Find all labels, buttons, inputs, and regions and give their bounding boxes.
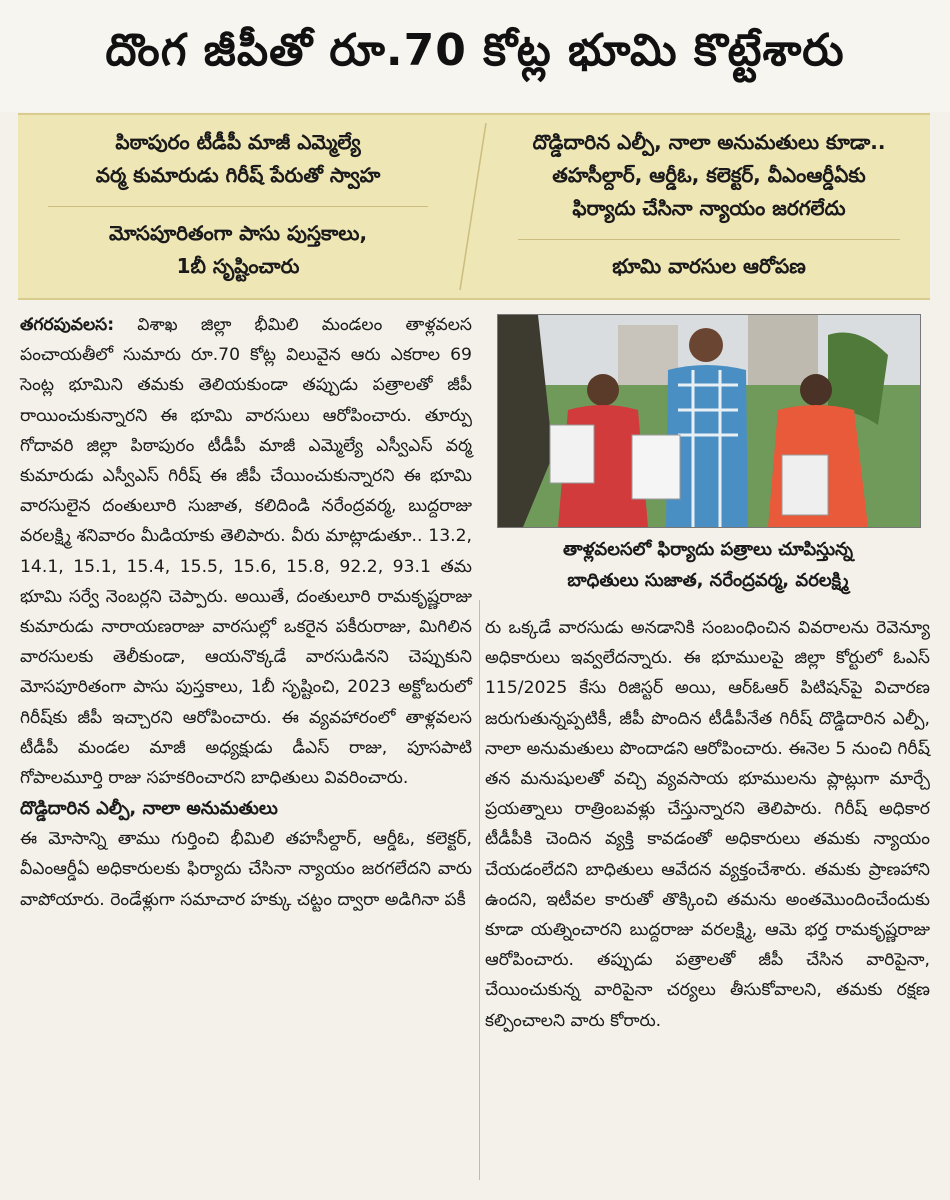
subheads-left [18,115,458,298]
subhead-line: దొడ్డిదారిన ఎల్పీ, నాలా అనుమతులు కూడా.. [532,130,886,154]
subhead-divider [48,206,428,207]
news-photo [497,314,921,528]
subhead-line: మోసపూరితంగా పాసు పుస్తకాలు, [108,221,368,245]
subhead-line: తహసీల్దార్, ఆర్డీఓ, కలెక్టర్, వీఎంఆర్డీఏకు [552,163,866,187]
article-text: విశాఖ జిల్లా భీమిలి మండలం తాళ్లవలస పంచాయతీలో సుమారు రూ.70 కోట్ల విలువైన ఆరు ఎకరాల 69 సెంట్ల భూమిని తమకు తెలియకుండా తప్పుడు పత్రాలతో జీపీ రాయించుకున్నారని ఈ భూమి వారసులు ఆరోపించారు. తూర్పు గోదావరి జిల్లా పిఠాపురం టీడీపీ మాజీ ఎమ్మెల్యే ఎస్వీఎస్ వర్మ కుమారుడు ఎస్వీఎస్ గిరీష్ ఈ జీపీ చేయించుకున్నారని ఈ భూమి వారసులైన దంతులూరి సుజాత, కలిదిండి నరేంద్రవర్మ, బుద్దరాజు వరలక్ష్మి శనివారం మీడియాకు తెలిపారు. వీరు మాట్లాడుతూ.. 13.2, 14.1, 15.1, 15.4, 15.5, 15.6, 15.8, 92.2, 93.1 తమ భూమి సర్వే నెంబర్లని చెప్పారు. అయితే, దంతులూరి రామకృష్ణరాజు కుమారుడు నారాయణరాజు వారసుల్లో ఒకరైన పకీరురాజు, మిగిలిన వారసులకు తెలీకుండా, ఆయనొక్కడే వారసుడినని చెప్పుకుని మోసపూరితంగా పాసు పుస్తకాలు, 1బీ సృష్టించి, 2023 అక్టోబరులో గిరీష్‌కు జీపీ ఇచ్చారని ఆరోపించారు. ఈ వ్యవహారంలో తాళ్లవలస టీడీపీ మండల మాజీ అధ్యక్షుడు డీఎస్ రాజు, పూసపాటి గోపాలమూర్తి రాజు సహకరించారని బాధితులు వివరించారు. [20,315,472,789]
article-paragraph: ఈ మోసాన్ని తాము గుర్తించి భీమిలి తహసీల్దార్, ఆర్డీఓ, కలెక్టర్, వీఎంఆర్డీఏ అధికారులకు ఫిర్యాదు చేసినా న్యాయం జరగలేదని వారు వాపోయారు. రెండేళ్లుగా సమాచార హక్కు చట్టం ద్వారా అడిగినా పకీ [20,829,472,910]
subhead-block [488,130,930,225]
column-rule [479,600,480,1180]
subhead-block [18,221,458,283]
article-column-right [485,613,930,1036]
victims-photo-illustration [498,315,920,527]
headline: దొంగ జీపీతో రూ.70 కోట్ల భూమి కొట్టేశారు [0,0,950,112]
dateline: తగరపువలస: [20,315,115,335]
article-paragraph: రు ఒక్కడే వారసుడు అనడానికి సంబంధించిన వివరాలను రెవెన్యూ అధికారులు ఇవ్వలేదన్నారు. ఈ భూములపై జిల్లా కోర్టులో ఓఎస్ 115/2025 కేసు రిజిస్టర్ అయి, ఆర్ఓఆర్ పిటిషన్‌పై విచారణ జరుగుతున్నప్పటికీ, జీపీ పొందిన టీడీపీనేత గిరీష్ దొడ్డిదారిన ఎల్పీ, నాలా అనుమతులు పొందాడని ఆరోపించారు. ఈనెల 5 నుంచి గిరీష్ తన మనుషులతో వచ్చి వ్యవసాయ భూములను ప్లాట్లుగా మార్చే ప్రయత్నాలు రాత్రింబవళ్లు చేస్తున్నారని తెలిపారు. గిరీష్ అధికార టీడీపీకి చెందిన వ్యక్తి కావడంతో అధికారులు తమకు న్యాయం చేయడంలేదని బాధితులు ఆవేదన వ్యక్తంచేశారు. తమకు ప్రాణహాని ఉందని, ఇటీవల కారుతో తొక్కించి తమను అంతమొందించేందుకు కూడా యత్నించారని బుద్దరాజు వరలక్ష్మి, ఆమె భర్త రామకృష్ణరాజు ఆరోపించారు. తప్పుడు పత్రాలతో జీపీ చేసిన వారిపైనా, చేయించుకున్న వారిపైనా చర్యలు తీసుకోవాలని, తమకు రక్షణ కల్పించాలని వారు కోరారు. [485,618,930,1031]
article-paragraph [20,310,472,793]
subhead-line: వర్మ కుమారుడు గిరీష్ పేరుతో స్వాహ [95,163,381,187]
article-subhead: దొడ్డిదారిన ఎల్పీ, నాలా అనుమతులు [20,798,278,820]
diagonal-divider [458,123,488,290]
caption-line: బాధితులు సుజాత, నరేంద్రవర్మ, వరలక్ష్మి [567,570,849,591]
subheadline-panel [18,113,930,300]
subhead-line: 1బీ సృష్టించారు [176,254,300,278]
article-column-left [20,310,472,915]
subhead-line: భూమి వారసుల ఆరోపణ [612,254,806,278]
caption-line: తాళ్లవలసలో ఫిర్యాదు పత్రాలు చూపిస్తున్న [562,539,854,560]
subhead-block [18,130,458,192]
subhead-block [488,254,930,283]
subhead-divider [518,239,900,240]
subhead-line: పిఠాపురం టీడీపీ మాజీ ఎమ్మెల్యే [115,130,361,154]
subhead-line: ఫిర్యాదు చేసినా న్యాయం జరగలేదు [572,196,846,220]
photo-caption [488,534,928,596]
subheads-right [488,115,930,298]
